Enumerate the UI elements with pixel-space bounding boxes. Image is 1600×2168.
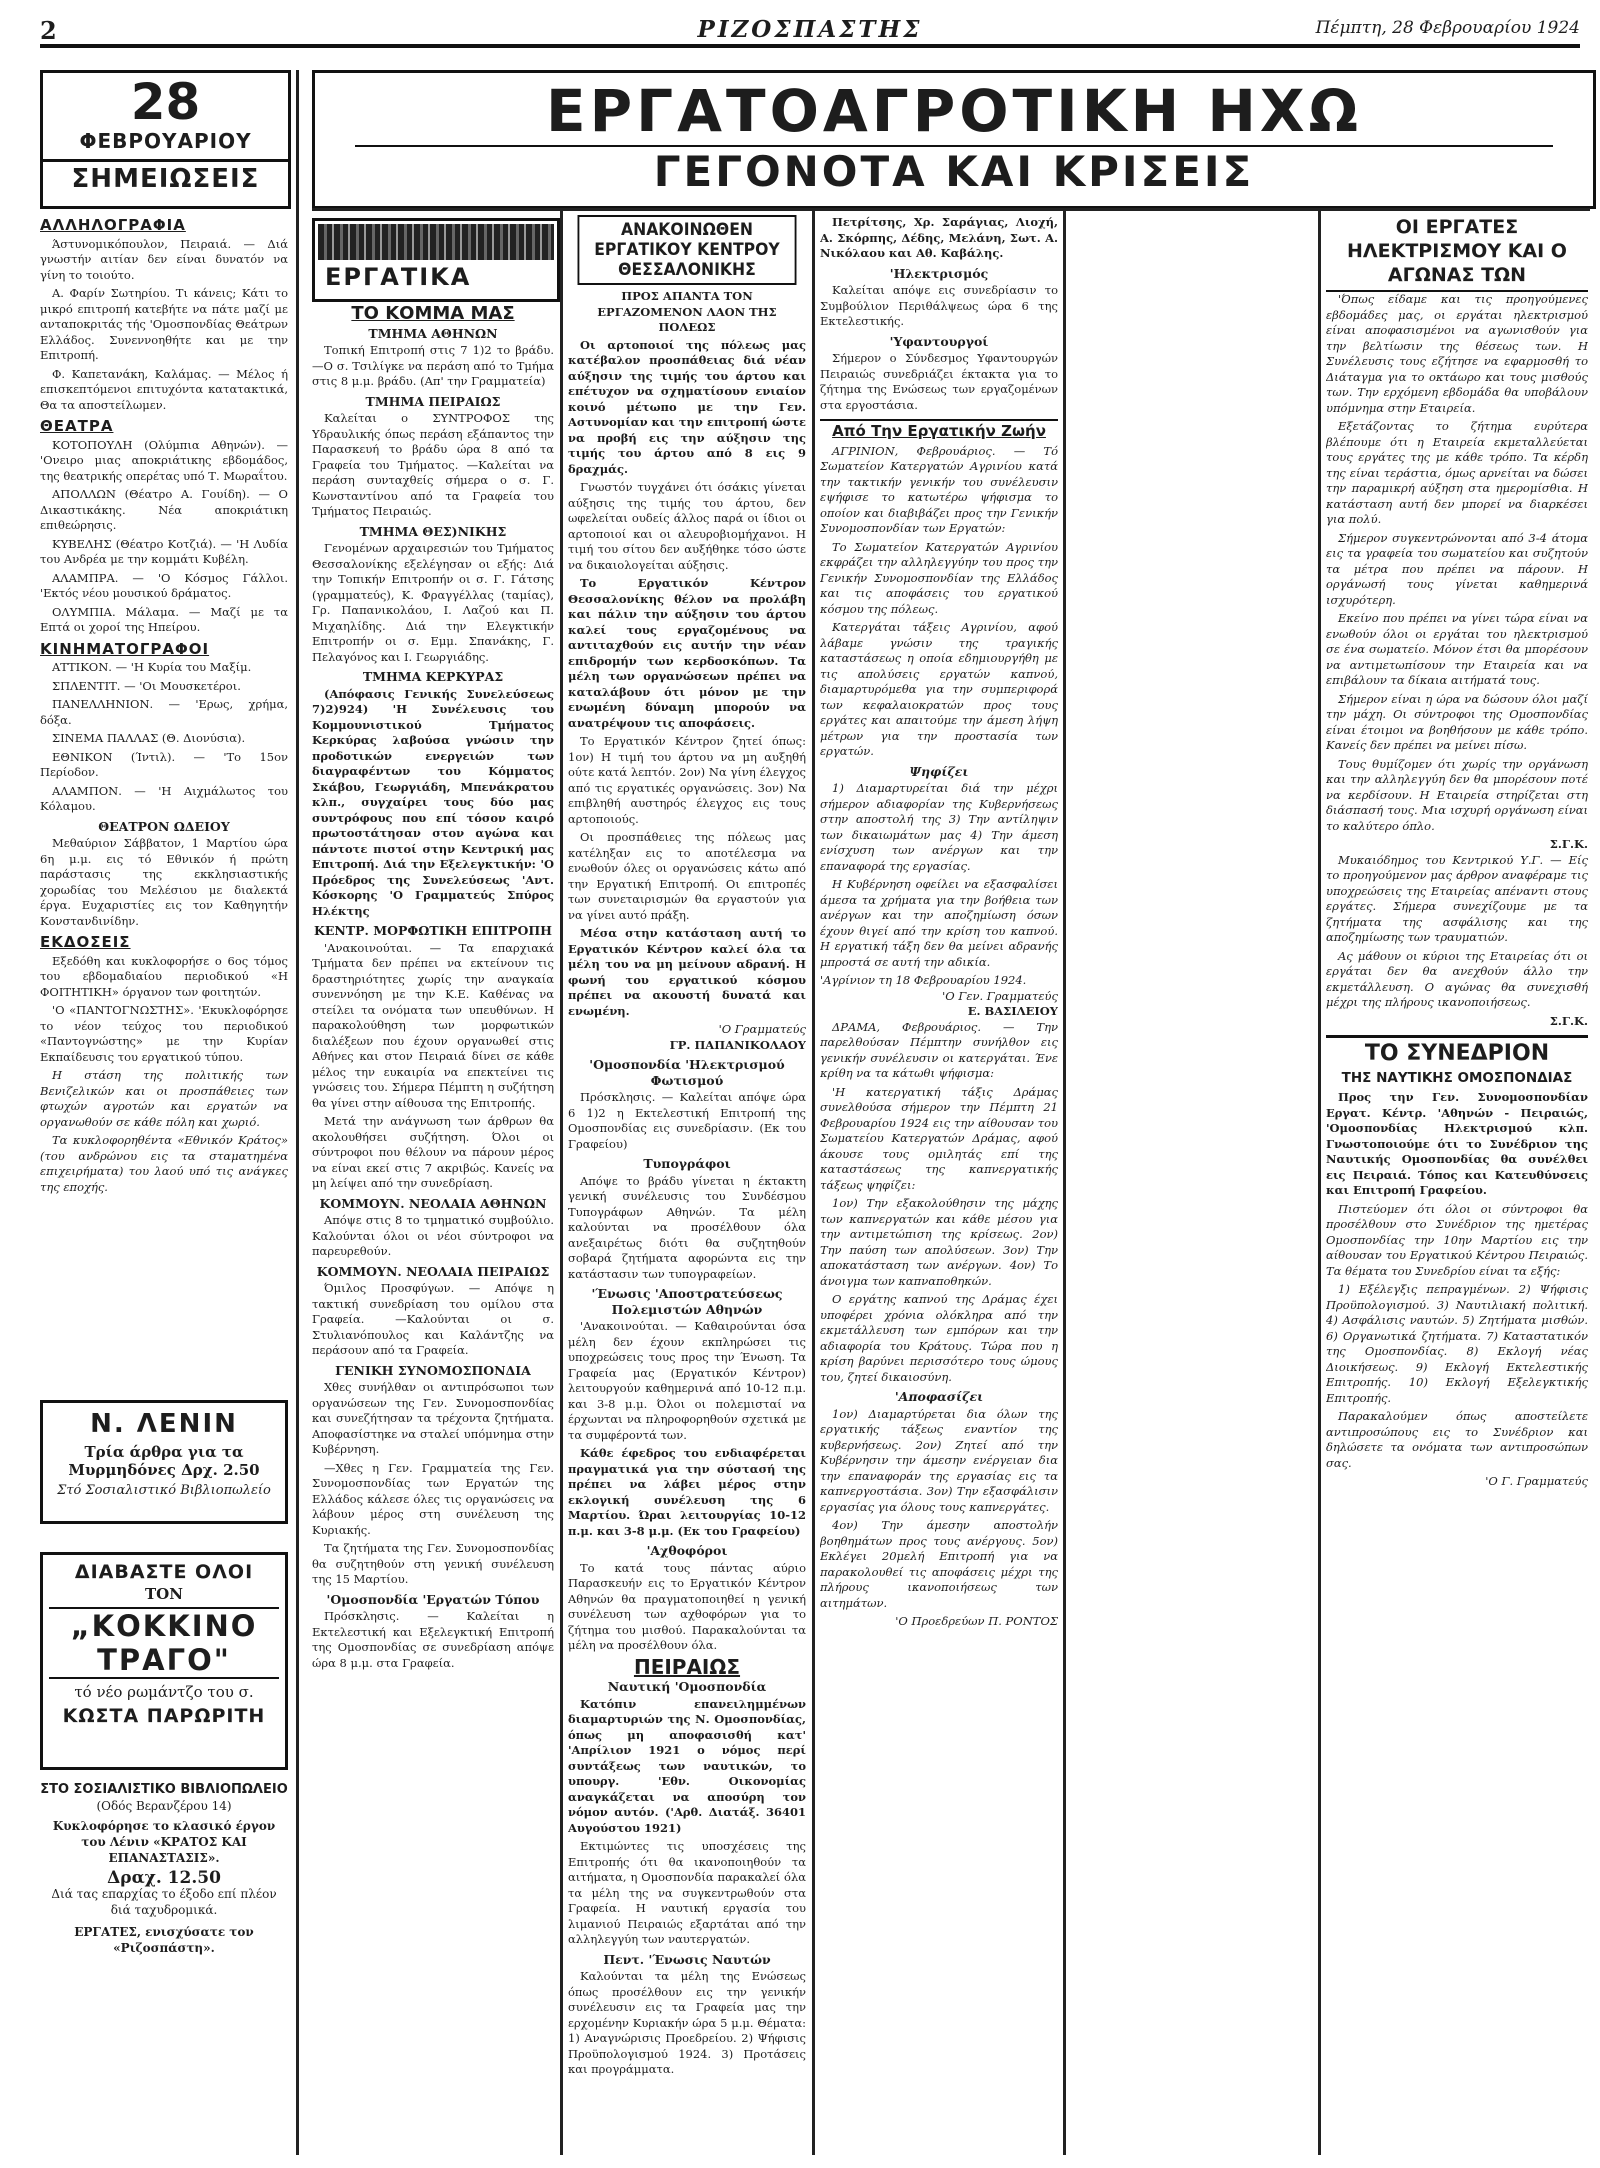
paragraph: Μέσα στην κατάσταση αυτή το Εργατικόν Κέντρον καλεί όλα τα μέλη του να μη μείνουν αδρανή. Η φωνή του εργατικού κόσμου πρέπει να ακουστή δυνατά και ενωμένη. bbox=[568, 926, 806, 1018]
running-header bbox=[40, 14, 1580, 48]
subhead: 'Ένωσις 'Αποστρατεύσεως Πολεμιστών Αθηνών bbox=[591, 1286, 783, 1317]
paragraph: Ο εργάτης καπνού της Δράμας έχει υποφέρει χρόνια ολόκληρα από την εκμετάλλευση των εμπόρων και την αδιαφορία του Κράτους. Τώρα που η κρίση βαρύνει περισσότερο τους ώμους του, ζητεί δικαιοσύνη. bbox=[820, 1292, 1058, 1384]
paragraph: ΚΥΒΕΛΗΣ (Θέατρο Κοτζιά). — 'Η Λυδία του Ανδρέα με την κομμάτι Κυβέλη. bbox=[40, 536, 288, 566]
paragraph: 'Η κατεργατική τάξις Δράμας συνελθούσα σήμερον την Πέμπτη 21 Φεβρουαρίου 1924 εις την αίθουσαν του Σωματείου Κατεργατών Δράμας, αφού άκουσε τους ομιλητάς επί της καταστάσεως της καπνεργατικής τάξεως ψηφίζει: bbox=[820, 1084, 1058, 1192]
signature: Σ.Γ.Κ. bbox=[1549, 1013, 1588, 1028]
subhead: Ναυτική 'Ομοσπονδία bbox=[607, 1679, 767, 1694]
subhead: 'Υφαντουργοί bbox=[889, 333, 989, 349]
paragraph: ΑΛΑΜΠΟΝ. — 'Η Αιχμάλωτος του Κόλαμου. bbox=[40, 783, 288, 813]
paragraph: Ας μάθουν οι κύριοι της Εταιρείας ότι οι εργάται δεν θα ανεχθούν άλλο την εκμετάλλευση. Ο αγώνας θα συνεχισθή μέχρι της πλήρους ικανοποιήσεως. bbox=[1326, 948, 1588, 1009]
paragraph: ΣΙΝΕΜΑ ΠΑΛΛΑΣ (Θ. Διονύσια). bbox=[52, 731, 246, 745]
section-title-correspondence: ΑΛΛΗΛΟΓΡΑΦΙΑ bbox=[40, 216, 186, 234]
subhead: ΤΜΗΜΑ ΠΕΙΡΑΙΩΣ bbox=[365, 393, 501, 409]
ad-line: ΤΟΝ bbox=[145, 1585, 183, 1603]
paragraph: Πετρίτσης, Χρ. Σαράγιας, Λιοχή, Α. Σκόρπης, Δέδης, Μελάνη, Σωτ. Α. Νικόλαου και Αθ. Καβάλης. bbox=[820, 215, 1058, 260]
paragraph: Η Κυβέρνηση οφείλει να εξασφαλίσει άμεσα τα χρήματα για την βοήθεια των ανέργων και την αποζημίωση όσων έχουν θιγεί από την κρίση του καπνού. Η εργατική τάξη δεν θα μείνει αδρανής μπροστά σε αυτή την αδικία. bbox=[820, 877, 1058, 969]
ad-bookshop-address: (Οδός Βερανζέρου 14) bbox=[96, 1799, 232, 1813]
paragraph: Εκείνο που πρέπει να γίνει τώρα είναι να ενωθούν όλοι οι εργάται του ηλεκτρισμού σε ένα σωματείο. Μόνον έτσι θα μπορέσουν να αντιμετωπίσουν την Εταιρεία και να επιβάλουν τα δίκαια αιτήματά τους. bbox=[1326, 611, 1588, 687]
paragraph: 1) Διαμαρτυρείται διά την μέχρι σήμερον αδιαφορίαν της Κυβερνήσεως στην αποστολή της 3) Την αντίληψιν των δικαιωμάτων μας 4) Την άμεση ενίσχυση των ανέργων και την επαναφορά της εργασίας. bbox=[820, 781, 1058, 873]
paragraph: Τα ζητήματα της Γεν. Συνομοσπονδίας θα συζητηθούν στη γενική συνέλευση της 15 Μαρτίου. bbox=[312, 1541, 554, 1586]
paragraph: Πιστεύομεν ότι όλοι οι σύντροφοι θα προσέλθουν στο Συνέδριον της ημετέρας Ομοσπονδίας την 10ην Μαρτίου εις την αίθουσαν του Εργατικού Κέντρου Πειραιώς. Τα θέματα του Συνεδρίου είναι τα εξής: bbox=[1326, 1201, 1588, 1278]
paragraph: (Απόφασις Γενικής Συνελεύσεως 7)2)924) 'Η Συνέλευσις του Κομμουνιστικού Τμήματος Κερκύρας λαβούσα γνώσιν την προδοτικών ενεργειών των διαγραφέντων του Κόμματος Σκάβου, Γεωργιάδη, Μπενάκρατου κλπ., συγχαίρει τους δύο μας συντρόφους που επί τόσον καιρό πρωτοστάτησαν στον αγώνα και πάντοτε πιστοί στην Κεντρική μας Επιτροπή. Διά την Εξελεγκτικήν: 'Ο Πρόεδρος της Συνελεύσεως 'Αντ. Κόσκορης 'Ο Γραμματεύς Σπύρος Ηλέκτης bbox=[312, 686, 554, 918]
signature: Σ.Γ.Κ. bbox=[1549, 837, 1588, 851]
paragraph: 1ον) Διαμαρτύρεται δια όλων της εργατικής τάξεως εναντίον της κυβερνήσεως. 2ον) Ζητεί από την Κυβέρνησιν την άμεσην ενέργειαν δια την επαναφοράν της εργασίας εις τα καπνεργοστάσια. 3ον) Την εξασφάλισιν εργασίας για όλους τους καπνεργάτες. bbox=[820, 1406, 1058, 1514]
section-title-conservatory: ΘΕΑΤΡΟΝ ΩΔΕΙΟΥ bbox=[98, 818, 230, 834]
subhead: ΚΕΝΤΡ. ΜΟΡΦΩΤΙΚΗ ΕΠΙΤΡΟΠΗ bbox=[314, 923, 552, 938]
subhead: Τυπογράφοι bbox=[643, 1156, 731, 1171]
banner-rule bbox=[312, 208, 1590, 211]
paragraph: 1ον) Την εξακολούθησιν της μάχης των καπνεργατών και κάθε μέσου για την αντιμετώπιση της κρίσεως. 2ον) Την παύση των απολύσεων. 3ον) Την αποκατάσταση των ανέργων. 4ον) Το άνοιγμα των καπναποθηκών. bbox=[820, 1196, 1058, 1288]
ad-author: ΚΩΣΤΑ ΠΑΡΩΡΙΤΗ bbox=[62, 1705, 266, 1727]
paragraph: Σήμερον είναι η ώρα να δώσουν όλοι μαζί την μάχη. Οι σύντροφοι της Ομοσπονδίας είναι έτοιμοι να βοηθήσουν με κάθε τρόπο. Κανείς δεν πρέπει να μείνει πίσω. bbox=[1326, 691, 1588, 752]
ad-bookshop-price: Δραχ. 12.50 bbox=[107, 1868, 221, 1888]
paragraph: Τα κυκλοφορηθέντα «Εθνικόν Κράτος» (του ανδρώνου εις τα σταματημένα επιχειρήματα) του λαού υπό τις ανάγκες της εποχής. bbox=[40, 1133, 288, 1194]
signature-role: 'Ο Γραμματεύς bbox=[718, 1022, 806, 1036]
paragraph: 'Ανακοινούται. — Καθαιρούνται όσα μέλη δεν έχουν εκπληρώσει τις υποχρεώσεις τους προς την Ένωση. Τα Γραφεία μας (Εργατικόν Κέντρον) λειτουργούν καθημερινά από 10-12 π.μ. και 3-8 μ.μ. Όλοι οι πολεμισταί να έρχωνται να πληροφορηθούν σχετικά με τα συμφέροντά των. bbox=[568, 1319, 806, 1442]
notes-label: ΣΗΜΕΙΩΣΕΙΣ bbox=[43, 159, 288, 194]
ergatika-label: ΕΡΓΑΤΙΚΑ bbox=[325, 263, 472, 291]
paragraph: Το Σωματείον Κατεργατών Αγρινίου εκφράζει την αλληλεγγύην του προς την Γενικήν Συνομοσπονδίαν της Ελλάδος και τις αποφάσεις του εργατικού κόσμου της πόλεως. bbox=[820, 539, 1058, 616]
page-number: 2 bbox=[40, 16, 57, 45]
signature-place: 'Αγρίνιον τη 18 Φεβρουαρίου 1924. bbox=[820, 973, 1027, 987]
congress-subtitle: ΤΗΣ ΝΑΥΤΙΚΗΣ ΟΜΟΣΠΟΝΔΙΑΣ bbox=[1341, 1070, 1573, 1086]
labour-life-title: Από Την Εργατικήν Ζωήν bbox=[820, 419, 1058, 440]
section-title-publications: ΕΚΔΟΣΕΙΣ bbox=[40, 933, 131, 951]
date-box bbox=[40, 70, 291, 209]
paragraph: ΔΡΑΜΑ, Φεβρουάριος. — Την παρελθούσαν Πέμπτην συνήλθον εις γενικήν συνέλευσιν οι κατεργάται. Ένε κρίθη να τα κάτωθι ψήφισμα: bbox=[820, 1019, 1058, 1080]
subhead: ΤΜΗΜΑ ΑΘΗΝΩΝ bbox=[368, 325, 498, 341]
signature-name: ΓΡ. ΠΑΠΑΝΙΚΟΛΑΟΥ bbox=[669, 1037, 806, 1052]
paragraph: 'Ο «ΠΑΝΤΟΓΝΩΣΤΗΣ». 'Εκυκλοφόρησε το νέον τεύχος του περιοδικού «Παντογνώστης» με την Κυρίαν Εκπαίδευσις του εργατικού τύπου. bbox=[40, 1003, 288, 1064]
subhead: ΚΟΜΜΟΥΝ. ΝΕΟΛΑΙΑ ΑΘΗΝΩΝ bbox=[319, 1195, 547, 1211]
paragraph: Γνωστόν τυγχάνει ότι όσάκις γίνεται αύξησις της τιμής του άρτου, δεν ωφελείται ουδείς άλλος παρά οι ίδιοι οι αρτοποιοί και οι αλευροβιομήχανοι. Η τιμή του σίτου δεν αυξήθηκε τόσο ώστε να δικαιολογείται αύξησις. bbox=[568, 480, 806, 572]
masthead: ΡΙΖΟΣΠΑΣΤΗΣ bbox=[697, 16, 923, 43]
party-title: ΤΟ ΚΟΜΜΑ ΜΑΣ bbox=[351, 303, 515, 324]
paragraph: Χθες συνήλθαν οι αντιπρόσωποι των οργανώσεων της Γεν. Συνομοσπονδίας και συνεζήτησαν τα τρέχοντα ζητήματα. Αποφασίστηκε να σταλεί υπόμνημα στην Κυβέρνηση. bbox=[312, 1380, 554, 1456]
banner-subtitle: ΓΕΓΟΝΟΤΑ ΚΑΙ ΚΡΙΣΕΙΣ bbox=[653, 147, 1255, 196]
subhead: ΤΜΗΜΑ ΚΕΡΚΥΡΑΣ bbox=[362, 669, 504, 684]
workers-illustration bbox=[318, 224, 554, 260]
ad-line: τό νέο ρωμάντζο του σ. bbox=[74, 1683, 254, 1701]
paragraph: Η στάση της πολιτικής των Βενιζελικών και οι προσπάθειες των φτωχών αγροτών και εργατών να οργανωθούν σε κάθε πόλη και χωριό. bbox=[40, 1068, 288, 1129]
ad-line: ΔΙΑΒΑΣΤΕ ΟΛΟΙ bbox=[74, 1561, 254, 1583]
paragraph: ΑΤΤΙΚΟΝ. — 'Η Κυρία του Μαξίμ. bbox=[52, 660, 252, 674]
paragraph: Όμιλος Προσφύγων. — Απόψε η τακτική συνεδρίαση του ομίλου στα Γραφεία. —Καλούνται οι σ. Στυλιανόπουλος και Καλάντζης να περάσουν από τα Γραφεία. bbox=[312, 1281, 554, 1357]
date-day: 28 bbox=[130, 73, 201, 131]
paragraph: Τους θυμίζομεν ότι χωρίς την οργάνωση και την αλληλεγγύη δεν θα μπορέσουν ποτέ να κερδίσουν. Η Εταιρεία στηρίζεται στη διάσπασή τους. Μια ισχυρή οργάνωση είναι το καλύτερο όπλο. bbox=[1326, 756, 1588, 833]
ad-book-title: „ΚΟΚΚΙΝΟ ΤΡΑΓΟ" bbox=[49, 1607, 279, 1679]
subhead: 'Ομοσπονδία 'Εργατών Τύπου bbox=[326, 1591, 540, 1607]
column-3 bbox=[568, 215, 806, 2155]
paragraph: Το κατά τους πάντας αύριο Παρασκευήν εις το Εργατικόν Κέντρον Αθηνών θα πραγματοποιηθεί η γενική συνέλευση των αχθοφόρων για το ζήτημα του μισθού. Παρακαλούνται τα μέλη να προσέλθουν όλα. bbox=[568, 1560, 806, 1652]
issue-date: Πέμπτη, 28 Φεβρουαρίου 1924 bbox=[1315, 18, 1580, 38]
section-title-cinemas: ΚΙΝΗΜΑΤΟΓΡΑΦΟΙ bbox=[40, 639, 210, 658]
column-rule bbox=[296, 70, 299, 2155]
paragraph: Α. Φαρίν Σωτηρίου. Τι κάνεις; Κάτι το μικρό επιτροπή κατεβήτε να πάτε μαζί με ανταποκριτάς τής 'Ομοσπονδίας Θεάτρων Ελλάδος. Συνεννοηθήτε και με την Επιτροπή. bbox=[40, 286, 288, 362]
paragraph: —Χθες η Γεν. Γραμματεία της Γεν. Συνομοσπονδίας των Εργατών της Ελλάδος κάλεσε όλες τις οργανώσεις να λάβουν μέρος στη συνέλευση της Κυριακής. bbox=[312, 1460, 554, 1537]
paragraph: 1) Εξέλεγξις πεπραγμένων. 2) Ψήφισις Προϋπολογισμού. 3) Ναυτιλιακή πολιτική. 4) Ασφάλισις ναυτών. 5) Ζητήματα μισθών. 6) Οργανωτικά ζητήματα. 7) Καταστατικόν της Ομοσπονδίας. 8) Εκλογή νέας Διοικήσεως. 9) Εκλογή Εκτελεστικής Επιτροπής. 10) Εκλογή Εξελεγκτικής Επιτροπής. bbox=[1326, 1282, 1588, 1405]
electricians-title: ΟΙ ΕΡΓΑΤΕΣ ΗΛΕΚΤΡΙΣΜΟΥ ΚΑΙ Ο ΑΓΩΝΑΣ ΤΩΝ bbox=[1326, 215, 1588, 292]
subhead: ΤΜΗΜΑ ΘΕΣ)ΝΙΚΗΣ bbox=[359, 523, 507, 539]
announcement-subtitle: ΠΡΟΣ ΑΠΑΝΤΑ ΤΟΝ ΕΡΓΑΖΟΜΕΝΟΝ ΛΑΟΝ ΤΗΣ ΠΟΛΕΩΣ bbox=[597, 289, 777, 334]
ad-bookshop-note: Διά τας επαρχίας το έξοδο επί πλέον διά ταχυδρομικά. bbox=[51, 1887, 277, 1917]
section-banner bbox=[312, 70, 1596, 209]
ad-lenin-title: Ν. ΛΕΝΙΝ bbox=[90, 1409, 238, 1439]
paragraph: Κάθε έφεδρος του ενδιαφέρεται πραγματικά για την σύστασή της πρέπει να λάβει μέρος στην εκλογική συνέλευση της 6 Μαρτίου. Ώραι λειτουργίας 10-12 π.μ. και 3-8 μ.μ. (Εκ του Γραφείου) bbox=[568, 1446, 806, 1538]
ergatika-logo bbox=[312, 218, 560, 302]
paragraph: ΑΛΑΜΠΡΑ. — 'Ο Κόσμος Γάλλοι. 'Εκτός νέου μουσικού δράματος. bbox=[40, 570, 288, 600]
paragraph: Απόψε στις 8 το τμηματικό συμβούλιο. Καλούνται όλοι οι νέοι σύντροφοι να παρευρεθούν. bbox=[312, 1213, 554, 1258]
paragraph: Φ. Καπετανάκη, Καλάμας. — Μέλος ή επισκεπτόμενοι επιτυχόντα κατατακτικά, Θα τα αποστείλωμεν. bbox=[40, 366, 288, 412]
signature-name: Ε. ΒΑΣΙΛΕΙΟΥ bbox=[967, 1004, 1058, 1018]
subhead: 'Ομοσπονδία 'Ηλεκτρισμού Φωτισμού bbox=[589, 1057, 785, 1088]
paragraph: Καλείται απόψε εις συνεδρίασιν το Συμβούλιον Περιθάλψεως ώρα 6 της Εκτελεστικής. bbox=[820, 283, 1058, 328]
paragraph: Τοπική Επιτροπή στις 7 1)2 το βράδυ. —Ο σ. Τσιλίγκε να περάση από το Τμήμα στις 8 μ.μ. βράδυ. (Απ' την Γραμματεία) bbox=[312, 343, 554, 388]
paragraph: Πρόσκλησις. — Καλείται η Εκτελεστική και Εξελεγκτική Επιτροπή της Ομοσπονδίας σε συνεδρίαση απόψε ώρα 8 μ.μ. στα Γραφεία. bbox=[312, 1609, 554, 1670]
paragraph: ΠΑΝΕΛΛΗΝΙΟΝ. — 'Ερως, χρήμα, δόξα. bbox=[40, 697, 288, 727]
column-rule bbox=[812, 210, 815, 2155]
paragraph: 'Ανακοινούται. — Τα επαρχιακά Τμήματα δεν πρέπει να εκτείνουν τις δραστηριότητες χωρίς την αναγκαία συνεννόηση με την Κ.Ε. Καθένας να στείλει τα ονόματα των υπευθύνων. Η παρακολούθηση των μορφωτικών διαλέξεων που έχουν οργανωθεί στις Αθήνες και στον Πειραιά δίνει σε κάθε μέλος την ευκαιρία να επεκτείνει τις γνώσεις του. Σήμερα Πέμπτη η συζήτηση θα γίνει στην αίθουσα της Επιτροπής. bbox=[312, 940, 554, 1110]
paragraph: Γενομένων αρχαιρεσιών του Τμήματος Θεσσαλονίκης εξελέγησαν οι εξής: Διά την Τοπικήν Επιτροπήν οι σ. Γ. Γάτσης (γραμματεύς), Κ. Φραγγέλλας (ταμίας), Γρ. Παπανικολάου, Ι. Λαζού και Π. Μιχαηλίδης. Διά την Ελεγκτικήν Επιτροπήν οι σ. Εμμ. Σπανάκης, Γ. Πελαγόνος και Ι. Γεωργιάδης. bbox=[312, 541, 554, 664]
subhead: ΚΟΜΜΟΥΝ. ΝΕΟΛΑΙΑ ΠΕΙΡΑΙΩΣ bbox=[316, 1263, 550, 1279]
column-5 bbox=[1326, 215, 1588, 2155]
ad-bookshop bbox=[40, 1782, 288, 2142]
paragraph: Οι αρτοποιοί της πόλεως μας κατέβαλον προσπάθειας διά νέαν αύξησιν της τιμής του άρτου και επέτυχον να σχηματίσουν ενιαίον κοινό μέτωπο με την Γεν. Αστυνομίαν και την επιτροπή ώστε να προβή εις την αύξησιν της τιμής του άρτου από 8 εις 9 δραχμάς. bbox=[568, 337, 806, 476]
ad-red-goat bbox=[40, 1552, 288, 1770]
ad-lenin bbox=[40, 1400, 288, 1524]
paragraph: Κατεργάται τάξεις Αγρινίου, αφού λάβαμε γνώσιν της τραγικής καταστάσεως η οποία εδημιουργήθη με τις απολύσεις εργατών καπνού, διαμαρτυρόμεθα για την συμπεριφορά των κεφαλαιοκρατών προς τους εργάτες και απαιτούμε την άμεση λήψη μέτρων για την προστασία των εργατών. bbox=[820, 620, 1058, 758]
signature-name: 'Ο Προεδρεύων Π. ΡΟΝΤΟΣ bbox=[895, 1614, 1058, 1628]
paragraph: Μετά την ανάγνωση των άρθρων θα ακολουθήσει συζήτηση. Όλοι οι σύντροφοι που θέλουν να πάρουν μέρος να είναι εκεί στις 7 ακριβώς. Κανείς να μη λείψει από την συνεδρίαση. bbox=[312, 1114, 554, 1190]
ad-bookshop-title: ΣΤΟ ΣΟΣΙΑΛΙΣΤΙΚΟ ΒΙΒΛΙΟΠΩΛΕΙΟ bbox=[40, 1782, 288, 1797]
column-rule bbox=[1063, 210, 1066, 2155]
paragraph: Εκτιμώντες τις υποσχέσεις της Επιτροπής ότι θα ικανοποιηθούν τα αιτήματα, η Ομοσπονδία παρακαλεί όλα τα μέλη της να συγκεντρωθούν στα Γραφεία. Η ναυτική εργασία του λιμανιού Πειραιώς εξαρτάται από την αλληλεγγύη των ναυτεργατών. bbox=[568, 1839, 806, 1946]
paragraph: Το Εργατικόν Κέντρον ζητεί όπως: 1ον) Η τιμή του άρτου να μη αυξηθή ούτε κατά λεπτόν. 2ον) Να γίνη έλεγχος από τις εργατικές οργανώσεις. 3ον) Να επιβληθή αυστηρός έλεγχος εις τους αρτοποιούς. bbox=[568, 734, 806, 826]
piraeus-title: ΠΕΙΡΑΙΩΣ bbox=[633, 1654, 741, 1679]
date-month: ΦΕΒΡΟΥΑΡΙΟΥ bbox=[79, 129, 252, 153]
congress-title: ΤΟ ΣΥΝΕΔΡΙΟΝ bbox=[1364, 1041, 1550, 1066]
column-rule bbox=[560, 210, 563, 2155]
paragraph: Προς την Γεν. Συνομοσπονδίαν Εργατ. Κέντρ. 'Αθηνών - Πειραιώς, 'Ομοσπονδίας Ηλεκτρισμού κλπ. Γνωστοποιούμε ότι το Συνέδριον της Ναυτικής Ομοσπονδίας θα συνέλθει εις Πειραιά. Τόπος και Κατευθύνσεις και Επιτροπή Γραφείου. bbox=[1326, 1090, 1588, 1197]
paragraph: Παρακαλούμεν όπως αποστείλετε αντιπροσώπους εις το Συνέδριον και δηλώσετε τα ονόματα των αντιπροσώπων σας. bbox=[1326, 1409, 1588, 1470]
paragraph: Άστυνομικόπουλον, Πειραιά. — Διά γνωστήν αιτίαν δεν είναι δυνατόν να γίνη το τοιούτο. bbox=[40, 236, 288, 282]
paragraph: Σήμερον συγκεντρώνονται από 3-4 άτομα εις τα γραφεία του σωματείου και συζητούν τα μέτρα που πρέπει να πάρουν. Η οργάνωσή τους γίνεται καθημερινά ισχυρότερη. bbox=[1326, 530, 1588, 607]
paragraph: ΑΓΡΙΝΙΟΝ, Φεβρουάριος. — Τό Σωματείον Κατεργατών Αγρινίου κατά την τακτικήν γενικήν του συνέλευσιν εψήφισε το κατωτέρω ψήφισμα το οποίον και διαβιβάζει προς την Γενικήν Συνομοσπονδίαν των Εργατών: bbox=[820, 443, 1058, 535]
paragraph: Κατόπιν επανειλημμένων διαμαρτυριών της Ν. Ομοσπονδίας, όπως μη αποφασισθή κατ' 'Απρίλιον 1921 ο νόμος περί συντάξεως των ναυτικών, το υπουργ. 'Εθν. Οικονομίας αναγκάζεται να αποσύρη τον νόμον αυτόν. ('Αρθ. Διατάξ. 36401 Αυγούστου 1921) bbox=[568, 1696, 806, 1835]
subhead: 'Αποφασίζει bbox=[894, 1389, 984, 1404]
section-title-theatres: ΘΕΑΤΡΑ bbox=[40, 417, 114, 435]
paragraph: Καλούνται τα μέλη της Ενώσεως όπως προσέλθουν εις την γενικήν συνέλευσιν εις τα Γραφεία μας την ερχομένην Κυριακήν ώρα 5 μ.μ. Θέματα: 1) Αναγνώρισις Προεδρείου. 2) Ψήφισις Προϋπολογισμού 1924. 3) Προτάσεις και προγράμματα. bbox=[568, 1969, 806, 2076]
ad-bookshop-text: Κυκλοφόρησε το κλασικό έργον του Λένιν «ΚΡΑΤΟΣ ΚΑΙ ΕΠΑΝΑΣΤΑΣΙΣ». bbox=[52, 1819, 276, 1865]
ad-lenin-line: Στό Σοσιαλιστικό Βιβλιοπωλείο bbox=[57, 1483, 271, 1498]
paragraph: Εξεδόθη και κυκλοφορήσε ο 6ος τόμος του εβδομαδιαίου περιοδικού «Η ΦΟΙΤΗΤΙΚΗ» όργανον των φοιτητών. bbox=[40, 953, 288, 999]
paragraph: ΟΛΥΜΠΙΑ. Μάλαμα. — Μαζί με τα Επτά οι χοροί της Ηπείρου. bbox=[40, 604, 288, 634]
column-4 bbox=[820, 215, 1058, 2155]
paragraph: ΚΟΤΟΠΟΥΛΗ (Ολύμπια Αθηνών). — 'Ονειρο μιας αποκριάτικης εβδομάδος, της θεατρικής οπερέτας υπό Τ. Μωραΐτου. bbox=[40, 437, 288, 483]
paragraph: ΣΠΛΕΝΤΙΤ. — 'Οι Μουσκετέροι. bbox=[52, 678, 241, 693]
paragraph: Καλείται ο ΣΥΝΤΡΟΦΟΣ της Υδραυλικής όπως περάση εξάπαντος την Παρασκευή το βράδυ ώρα 8 από τα Γραφεία του Τμήματος. —Καλείται να περάση συνταχθείς σήμερα ο σ. Γ. Κωνσταντίνου από τα Γραφεία του Τμήματος Πειραιώς. bbox=[312, 411, 554, 518]
paragraph: Πρόσκλησις. — Καλείται απόψε ώρα 6 1)2 η Εκτελεστική Επιτροπή της Ομοσπονδίας εις συνεδρίασιν. (Εκ του Γραφείου) bbox=[568, 1090, 806, 1151]
paragraph: Μυκαιόδημος του Κεντρικού Υ.Γ. — Είς το προηγούμενον μας άρθρον αναφέραμε τις υποχρεώσεις της Εταιρείας απέναντι στους εργάτες. Σήμερα συνεχίζουμε με τα ζητήματα της ασφάλισης και της αποζημίωσης των τραυματιών. bbox=[1326, 852, 1588, 944]
subhead: Ψηφίζει bbox=[909, 763, 969, 779]
subhead: 'Αχθοφόροι bbox=[646, 1543, 728, 1558]
ad-bookshop-appeal: ΕΡΓΑΤΕΣ, ενισχύσατε τον «Ριζοσπάστη». bbox=[74, 1925, 254, 1955]
announcement-title: ΑΝΑΚΟΙΝΩΘΕΝ ΕΡΓΑΤΙΚΟΥ ΚΕΝΤΡΟΥ ΘΕΣΣΑΛΟΝΙΚΗΣ bbox=[578, 215, 797, 285]
signature-role: 'Ο Γεν. Γραμματεύς bbox=[942, 988, 1058, 1003]
subhead: ΓΕΝΙΚΗ ΣΥΝΟΜΟΣΠΟΝΔΙΑ bbox=[335, 1362, 531, 1378]
paragraph: Οι προσπάθειες της πόλεως μας κατέληξαν εις το αποτέλεσμα να ενωθούν όλες οι οργανώσεις κάτω από την Εργατική Επιτροπή. Οι επιτροπές των συνεταιρισμών θα εργαστούν για να γίνει αυτό πράξη. bbox=[568, 830, 806, 922]
paragraph: Σήμερον ο Σύνδεσμος Υφαντουργών Πειραιώς συνεδριάζει έκτακτα για το ζήτημα της Ενώσεως των εργαζομένων στα εργοστάσια. bbox=[820, 351, 1058, 412]
paragraph: 4ον) Την άμεσην αποστολήν βοηθημάτων προς τους ανέργους. 5ον) Εκλέγει 20μελή Επιτροπή για να παρακολουθεί τις αποφάσεις μέχρι της πλήρους ικανοποιήσεως των αιτημάτων. bbox=[820, 1518, 1058, 1610]
paragraph: ΑΠΟΛΛΩΝ (Θέατρο Α. Γουίδη). — Ο Δικαστικάκης. Νέα αποκριάτικη επιθεώρησις. bbox=[40, 487, 288, 532]
column-rule bbox=[1318, 210, 1321, 2155]
paragraph: Απόψε το βράδυ γίνεται η έκτακτη γενική συνέλευσις του Συνδέσμου Τυπογράφων Αθηνών. Τα μέλη καλούνται να προσέλθουν όλα ανεξαιρέτως διότι θα συζητηθούν σοβαρά ζητήματα αφορώντα εις την κατάστασιν των τυπογραφείων. bbox=[568, 1173, 806, 1281]
paragraph: Εξετάζοντας το ζήτημα ευρύτερα βλέπουμε ότι η Εταιρεία εκμεταλλεύεται τους εργάτες της με κάθε τρόπο. Τα κέρδη της είναι τεράστια, όμως αρνείται να δώσει την παραμικρή αύξηση στα ημερομίσθια. Η κατάσταση αυτή δεν μπορεί να διαρκέσει για πολύ. bbox=[1326, 419, 1588, 526]
subhead: 'Ηλεκτρισμός bbox=[889, 265, 989, 281]
paragraph: Μεθαύριον Σάββατον, 1 Μαρτίου ώρα 6η μ.μ. εις τό Εθνικόν ή πρώτη παράστασις της εκκλησιαστικής χορωδίας του Μελέσιου με διαλεκτά έργα. Ευχαριστίες εις τον Καθηγητήν Κονστανδινίδην. bbox=[40, 836, 288, 928]
subhead: Πεντ. 'Ένωσις Ναυτών bbox=[603, 1951, 771, 1967]
paragraph: Το Εργατικόν Κέντρον Θεσσαλονίκης θέλον να προλάβη και πάλιν την αύξησιν του άρτου καλεί τους εργαζομένους να αντιταχθούν εις αυτήν την νέαν επιδρομήν των κερδοσκόπων. Τα μέλη των οργανώσεων πρέπει να καταλάβουν ότι μόνον με την ενωμένη δύναμη μπορούν να ανατρέψουν τις αποφάσεις. bbox=[568, 576, 806, 730]
paragraph: ΕΘΝΙΚΟΝ (Ίντιλ). — 'Το 15ον Περίοδον. bbox=[40, 749, 288, 779]
paragraph: 'Όπως είδαμε και τις προηγούμενες εβδομάδες μας, οι εργάται ηλεκτρισμού είναι αποφασισμένοι να αγωνισθούν για την βελτίωσιν της θέσεως των. Η Συνέλευσις τους εζήτησε να εφαρμοσθή το Διάταγμα για το οκτάωρο και τους μισθούς των. Την ερχόμενη εβδομάδα θα υποβάλουν υπόμνημα στην Εταιρεία. bbox=[1326, 292, 1588, 415]
signature: 'Ο Γ. Γραμματεύς bbox=[1485, 1474, 1588, 1488]
banner-title: ΕΡΓΑΤΟΑΓΡΟΤΙΚΗ ΗΧΩ bbox=[546, 77, 1362, 145]
ad-lenin-line: Τρία άρθρα για τα Μυρμηδόνες Δρχ. 2.50 bbox=[68, 1443, 260, 1479]
column-2 bbox=[312, 300, 554, 2155]
